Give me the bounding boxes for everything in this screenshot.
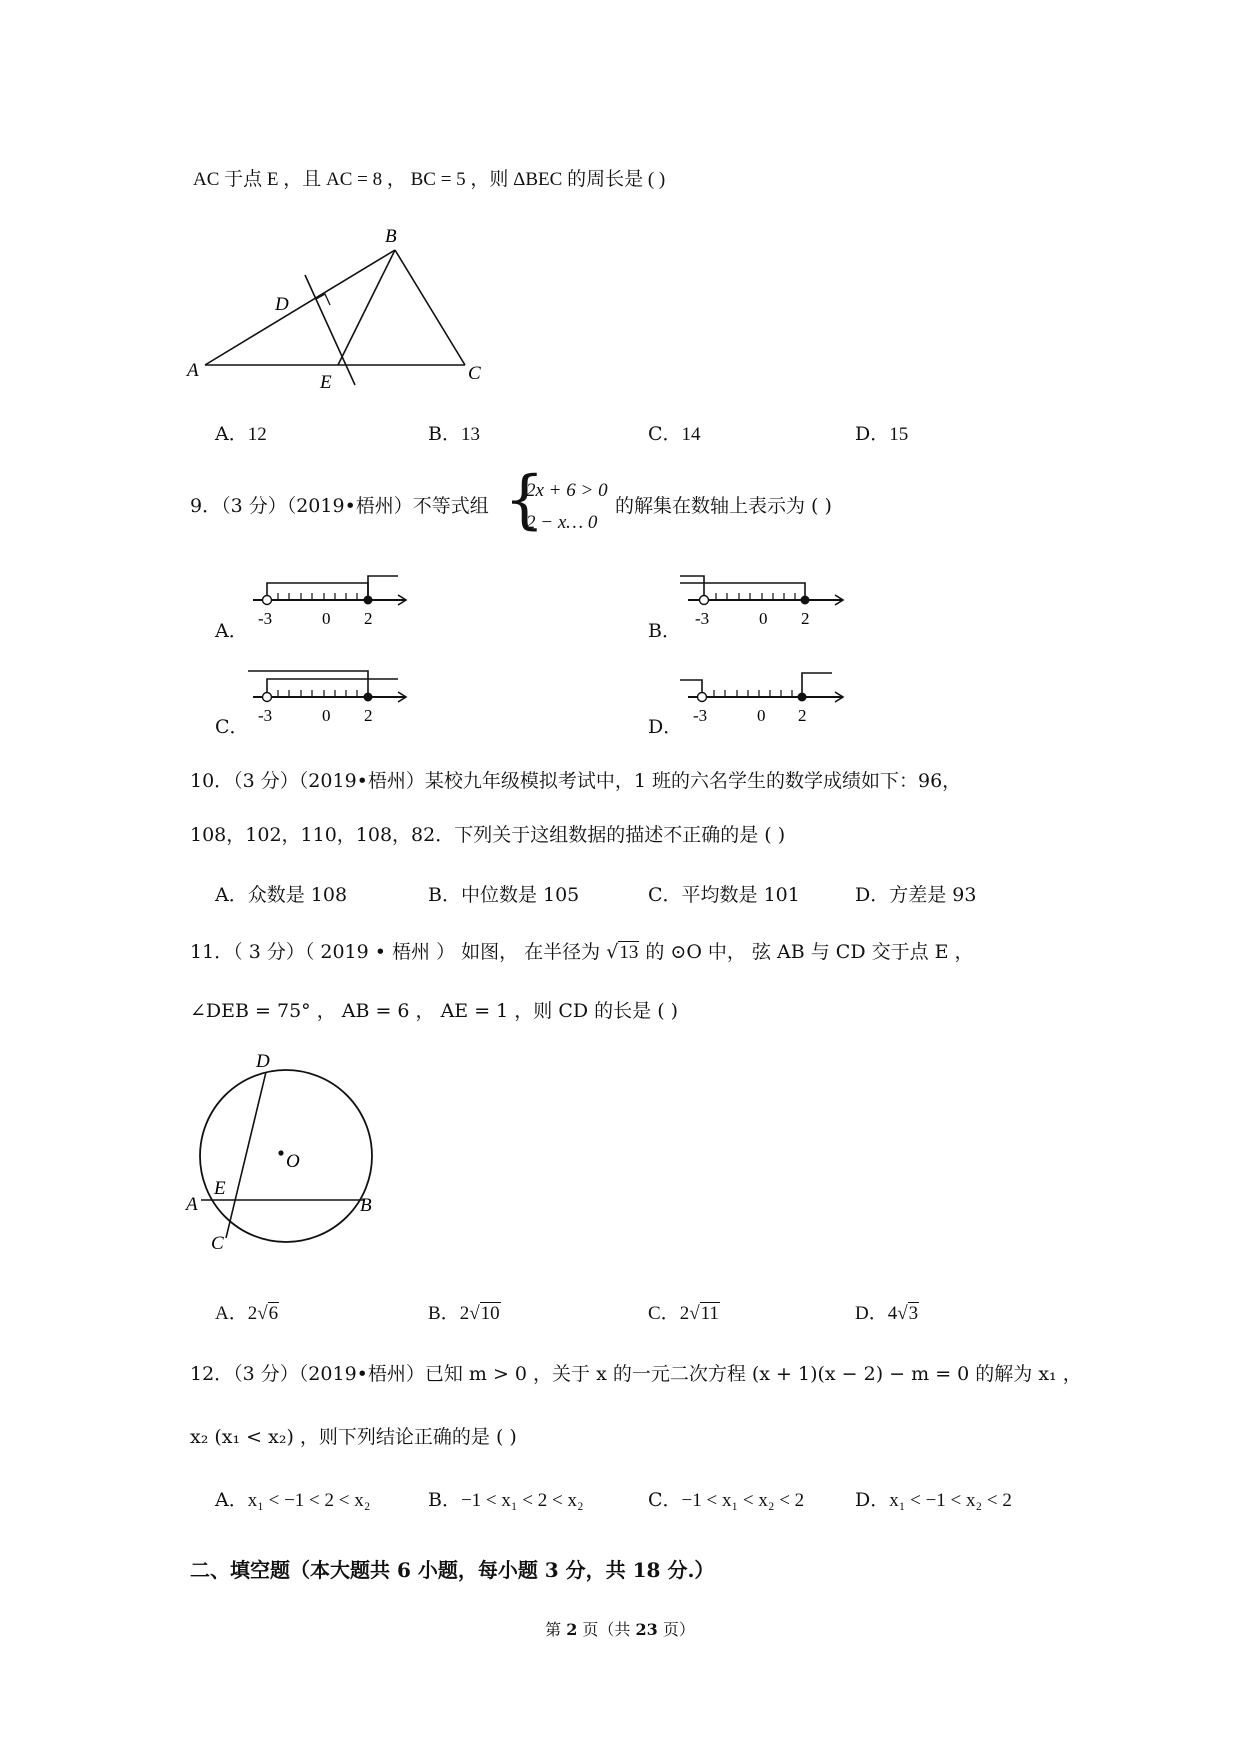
q12-stem-line1: 12．（3 分）（2019•梧州）已知 m > 0 ，关于 x 的一元二次方程 (x + 1)(x − 2) − m = 0 的解为 x₁ ， — [190, 1363, 1082, 1385]
q9-d-tick-0: 0 — [757, 706, 766, 725]
q9-inequality-2: 2 − x… 0 — [526, 512, 598, 533]
q9-b-tick-neg3: -3 — [695, 609, 710, 628]
q9-a-tick-neg3: -3 — [258, 609, 273, 628]
q9-option-a-letter[interactable]: A． — [215, 620, 248, 642]
q9-inequality-1: 2x + 6 > 0 — [526, 480, 608, 501]
q12-option-b[interactable]: B．−1 < x₁ < 2 < x₂ — [428, 1489, 584, 1511]
q9-d-tick-neg3: -3 — [693, 706, 708, 725]
q9-number-line-c[interactable] — [248, 663, 418, 725]
q10-option-d[interactable]: D．方差是 93 — [855, 884, 977, 906]
q9-option-c-letter[interactable]: C． — [215, 716, 249, 738]
q12-option-d[interactable]: D．x₁ < −1 < x₂ < 2 — [855, 1489, 1012, 1511]
q8-label-C: C — [468, 363, 481, 384]
total-page-count: 23 — [635, 1620, 658, 1639]
q11-stem-line1: 11．（ 3 分）（ 2019 • 梧州 ） 如图， 在半径为 √13 的 ⊙O 中， 弦 AB 与 CD 交于点 E ， — [190, 941, 974, 963]
q11-label-E: E — [214, 1178, 226, 1199]
q10-option-c[interactable]: C．平均数是 101 — [648, 884, 800, 906]
q8-option-c[interactable]: C．14 — [648, 423, 701, 445]
section-2-heading: 二、填空题（本大题共 6 小题，每小题 3 分，共 18 分.） — [190, 1558, 715, 1582]
q11-radius-radicand: 13 — [619, 942, 639, 963]
q9-c-tick-2: 2 — [364, 706, 373, 725]
q10-stem-line1: 10．（3 分）（2019•梧州）某校九年级模拟考试中，1 班的六名学生的数学成绩如下：96， — [190, 770, 962, 792]
q11-option-d[interactable]: D．4√3 — [855, 1303, 919, 1324]
q11-option-c[interactable]: C．2√11 — [648, 1303, 719, 1324]
q9-a-tick-2: 2 — [364, 609, 373, 628]
q8-stem-tail: AC 于点 E ，且 AC = 8 ， BC = 5 ，则 ΔBEC 的周长是 ( ) — [193, 169, 666, 190]
q8-option-a[interactable]: A．12 — [215, 423, 267, 445]
q9-b-tick-0: 0 — [759, 609, 768, 628]
q9-c-tick-0: 0 — [322, 706, 331, 725]
q9-d-tick-2: 2 — [798, 706, 807, 725]
q11-label-D: D — [256, 1051, 270, 1072]
q9-b-tick-2: 2 — [801, 609, 810, 628]
current-page-number: 2 — [566, 1620, 578, 1639]
page-footer: 第 2 页（共 23 页） — [545, 1620, 695, 1639]
q9-number-line-d[interactable] — [680, 663, 850, 725]
q11-stem-line2: ∠DEB = 75° ， AB = 6 ， AE = 1 ，则 CD 的长是 ( ) — [190, 1000, 679, 1022]
q11-label-O: O — [286, 1151, 300, 1172]
q9-stem-suffix: 的解集在数轴上表示为 ( ) — [615, 495, 832, 517]
q11-label-B: B — [360, 1195, 372, 1216]
q8-label-D: D — [275, 294, 289, 315]
q9-number-line-b[interactable] — [680, 566, 850, 628]
q12-option-a[interactable]: A．x₁ < −1 < 2 < x₂ — [215, 1489, 371, 1511]
q11-label-C: C — [211, 1233, 224, 1250]
q11-option-a[interactable]: A．2√6 — [215, 1303, 279, 1324]
q8-label-A: A — [187, 360, 199, 381]
q12-option-c[interactable]: C．−1 < x₁ < x₂ < 2 — [648, 1489, 805, 1511]
q8-triangle-figure — [180, 220, 510, 395]
q9-number-line-a[interactable] — [248, 566, 418, 628]
q8-label-B: B — [385, 226, 397, 247]
q9-option-d-letter[interactable]: D． — [648, 716, 683, 738]
q10-option-b[interactable]: B．中位数是 105 — [428, 884, 580, 906]
q11-circle-figure — [180, 1050, 380, 1250]
q11-label-A: A — [186, 1194, 198, 1215]
q9-stem-prefix: 9．（3 分）（2019•梧州）不等式组 — [190, 495, 489, 517]
q8-label-E: E — [320, 372, 332, 393]
q11-option-b[interactable]: B．2√10 — [428, 1303, 500, 1324]
q9-a-tick-0: 0 — [322, 609, 331, 628]
q9-option-b-letter[interactable]: B． — [648, 620, 681, 642]
q10-stem-line2: 108，102，110，108，82．下列关于这组数据的描述不正确的是 ( ) — [190, 824, 786, 846]
q9-brace: { — [504, 463, 545, 537]
q10-option-a[interactable]: A．众数是 108 — [215, 884, 348, 906]
q9-c-tick-neg3: -3 — [258, 706, 273, 725]
q8-option-b[interactable]: B．13 — [428, 423, 480, 445]
q8-option-d[interactable]: D．15 — [855, 423, 909, 445]
q12-stem-line2: x₂ (x₁ < x₂) ，则下列结论正确的是 ( ) — [190, 1426, 517, 1448]
